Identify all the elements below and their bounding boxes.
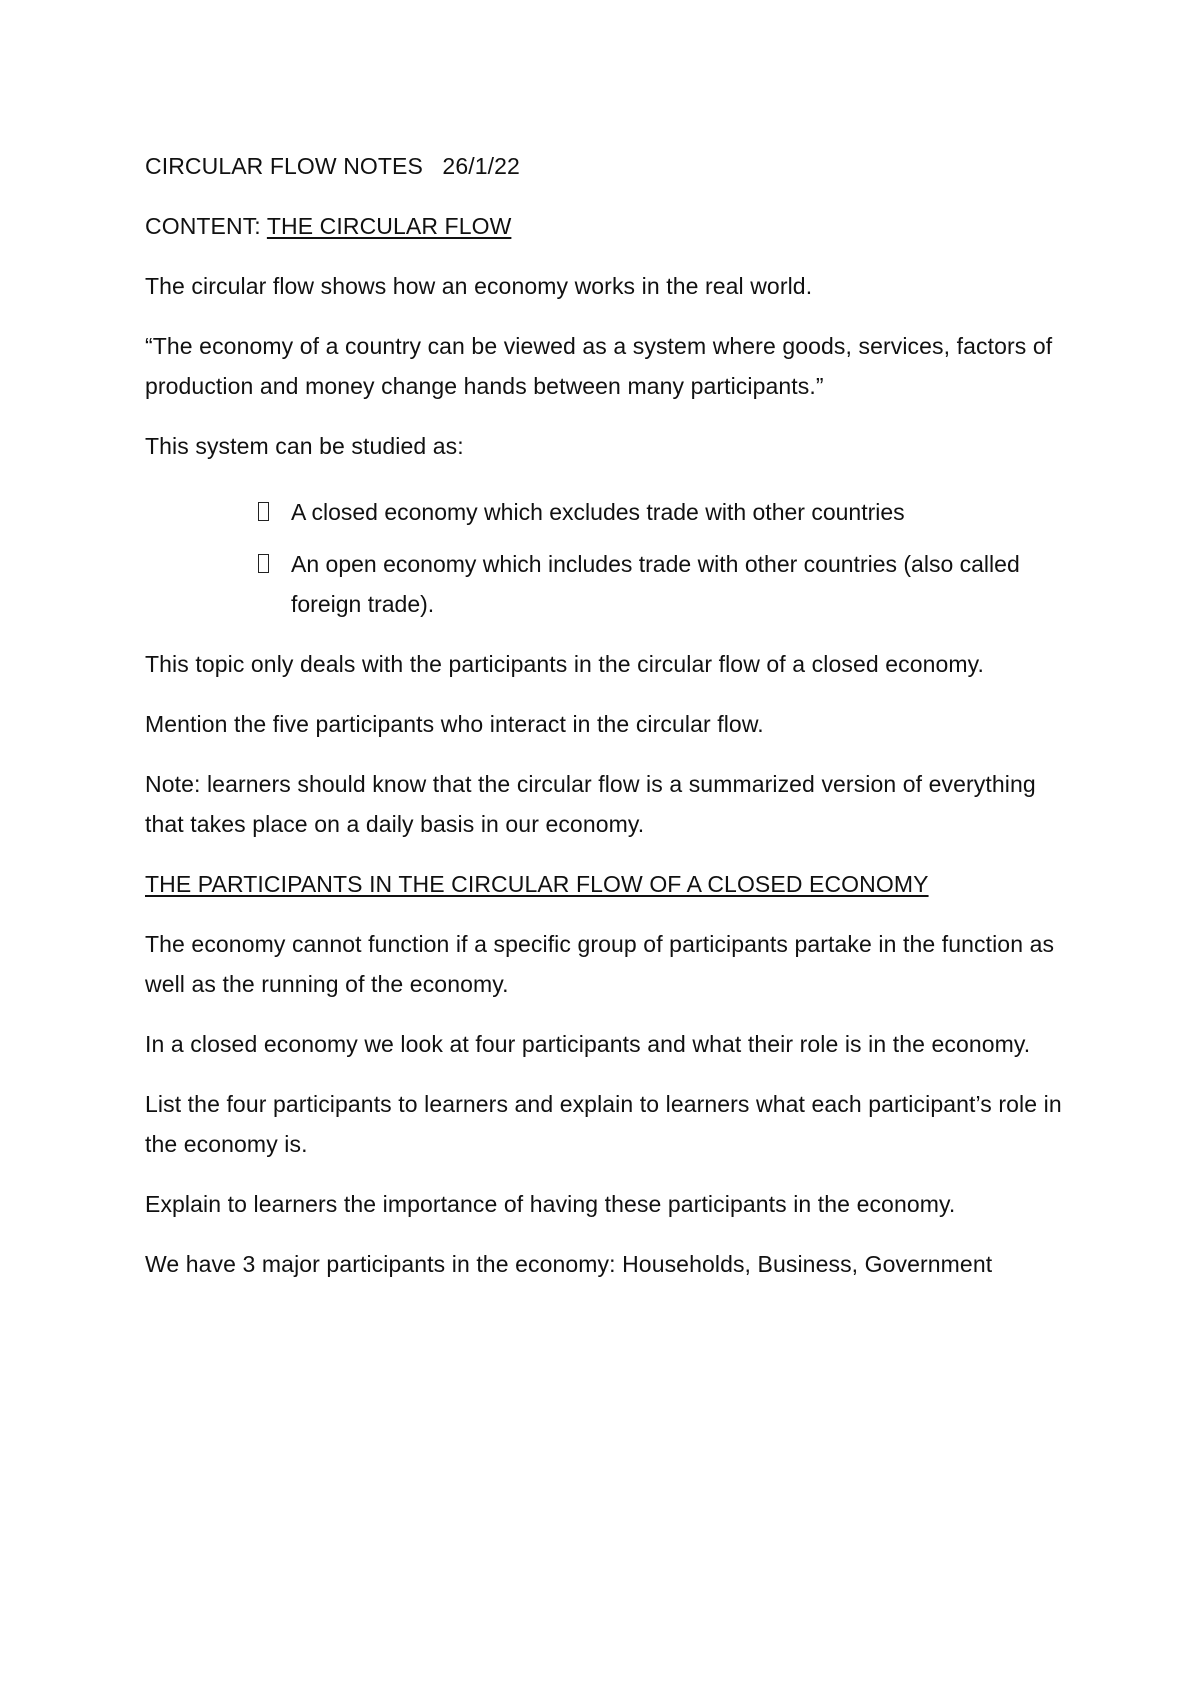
missing-glyph-bullet-icon xyxy=(258,502,269,521)
section-heading: THE PARTICIPANTS IN THE CIRCULAR FLOW OF A CLOSED ECONOMY xyxy=(145,871,929,897)
closed-economy-paragraph: In a closed economy we look at four participants and what their role is in the economy. xyxy=(145,1031,1031,1057)
bullet-list xyxy=(145,492,1075,624)
mention-paragraph: Mention the five participants who interact in the circular flow. xyxy=(145,711,764,737)
document-date: 26/1/22 xyxy=(442,153,520,179)
bullet-text: An open economy which includes trade with other countries (also called foreign trade). xyxy=(291,551,1020,617)
content-line xyxy=(145,206,1075,246)
quote-paragraph: “The economy of a country can be viewed as a system where goods, services, factors of production and money change hands between many participants.” xyxy=(145,333,1053,399)
function-paragraph: The economy cannot function if a specific group of participants partake in the function as well as the running of the economy. xyxy=(145,931,1055,997)
document-title-line xyxy=(145,146,1075,186)
bullet-item-open-economy xyxy=(145,544,1075,624)
note-paragraph: Note: learners should know that the circular flow is a summarized version of everything that takes place on a daily basis in our economy. xyxy=(145,771,1036,837)
list-participants-paragraph: List the four participants to learners and explain to learners what each participant’s role in the economy is. xyxy=(145,1091,1062,1157)
explain-paragraph: Explain to learners the importance of having these participants in the economy. xyxy=(145,1191,956,1217)
bullet-text: A closed economy which excludes trade with other countries xyxy=(291,499,905,525)
content-topic: THE CIRCULAR FLOW xyxy=(266,213,512,239)
intro-paragraph: The circular flow shows how an economy works in the real world. xyxy=(145,273,813,299)
document-title: CIRCULAR FLOW NOTES xyxy=(145,153,423,179)
studied-as-paragraph: This system can be studied as: xyxy=(145,433,464,459)
major-participants-paragraph: We have 3 major participants in the economy: Households, Business, Government xyxy=(145,1251,993,1277)
content-label: CONTENT: xyxy=(145,213,261,239)
document-page xyxy=(145,146,1075,1304)
missing-glyph-bullet-icon xyxy=(258,554,269,573)
bullet-item-closed-economy xyxy=(145,492,1075,532)
topic-paragraph: This topic only deals with the participants in the circular flow of a closed economy. xyxy=(145,651,985,677)
